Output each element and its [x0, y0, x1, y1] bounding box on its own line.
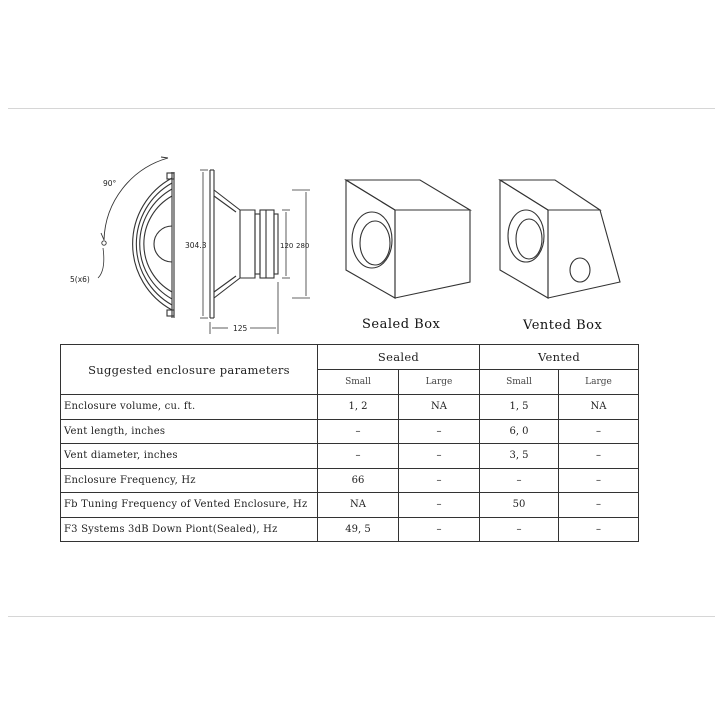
dimension-depth: 125 [233, 324, 248, 333]
table-row [61, 395, 639, 420]
cell-value: 1, 2 [318, 395, 399, 420]
cell-value: – [318, 444, 399, 469]
speaker-side-view [200, 170, 310, 334]
cell-value: – [399, 419, 480, 444]
dimension-magnet-small: 120 [280, 242, 294, 250]
technical-drawing [0, 0, 723, 340]
row-label: Enclosure volume, cu. ft. [61, 395, 318, 420]
row-label: Vent diameter, inches [61, 444, 318, 469]
cell-value: 66 [318, 468, 399, 493]
table-row [61, 419, 639, 444]
cell-value: 1, 5 [480, 395, 559, 420]
table-row [61, 444, 639, 469]
table-row [61, 493, 639, 518]
dimension-outer-diameter: 304.3 [185, 241, 207, 250]
sealed-box-caption: Sealed Box [362, 317, 441, 332]
cell-value: – [559, 493, 639, 518]
cell-value: – [399, 493, 480, 518]
cell-value: 50 [480, 493, 559, 518]
group-header-vented: Vented [480, 345, 639, 370]
table-row [61, 517, 639, 542]
sealed-box-illustration [346, 180, 470, 298]
cell-value: – [559, 517, 639, 542]
row-label: F3 Systems 3dB Down Piont(Sealed), Hz [61, 517, 318, 542]
bottom-rule [8, 616, 715, 617]
cell-value: – [318, 419, 399, 444]
cell-value: 3, 5 [480, 444, 559, 469]
angle-label: 90° [103, 179, 117, 188]
enclosure-parameters-table [60, 344, 639, 542]
cell-value: – [480, 468, 559, 493]
cell-value: 49, 5 [318, 517, 399, 542]
cell-value: NA [559, 395, 639, 420]
cell-value: NA [318, 493, 399, 518]
subheader-vented-large: Large [559, 370, 639, 395]
cell-value: – [480, 517, 559, 542]
cell-value: – [559, 444, 639, 469]
row-label: Fb Tuning Frequency of Vented Enclosure, Hz [61, 493, 318, 518]
vented-box-caption: Vented Box [523, 318, 603, 333]
row-label: Vent length, inches [61, 419, 318, 444]
cell-value: 6, 0 [480, 419, 559, 444]
cell-value: – [399, 468, 480, 493]
bolt-label: 5(x6) [70, 275, 90, 284]
group-header-sealed: Sealed [318, 345, 480, 370]
dimension-magnet-large: 280 [296, 242, 310, 250]
row-label: Enclosure Frequency, Hz [61, 468, 318, 493]
subheader-sealed-large: Large [399, 370, 480, 395]
cell-value: – [559, 468, 639, 493]
subheader-sealed-small: Small [318, 370, 399, 395]
table-row [61, 468, 639, 493]
cell-value: – [399, 444, 480, 469]
cell-value: – [559, 419, 639, 444]
cell-value: NA [399, 395, 480, 420]
vented-box-illustration [500, 180, 620, 298]
table-title: Suggested enclosure parameters [61, 345, 318, 395]
cell-value: – [399, 517, 480, 542]
subheader-vented-small: Small [480, 370, 559, 395]
